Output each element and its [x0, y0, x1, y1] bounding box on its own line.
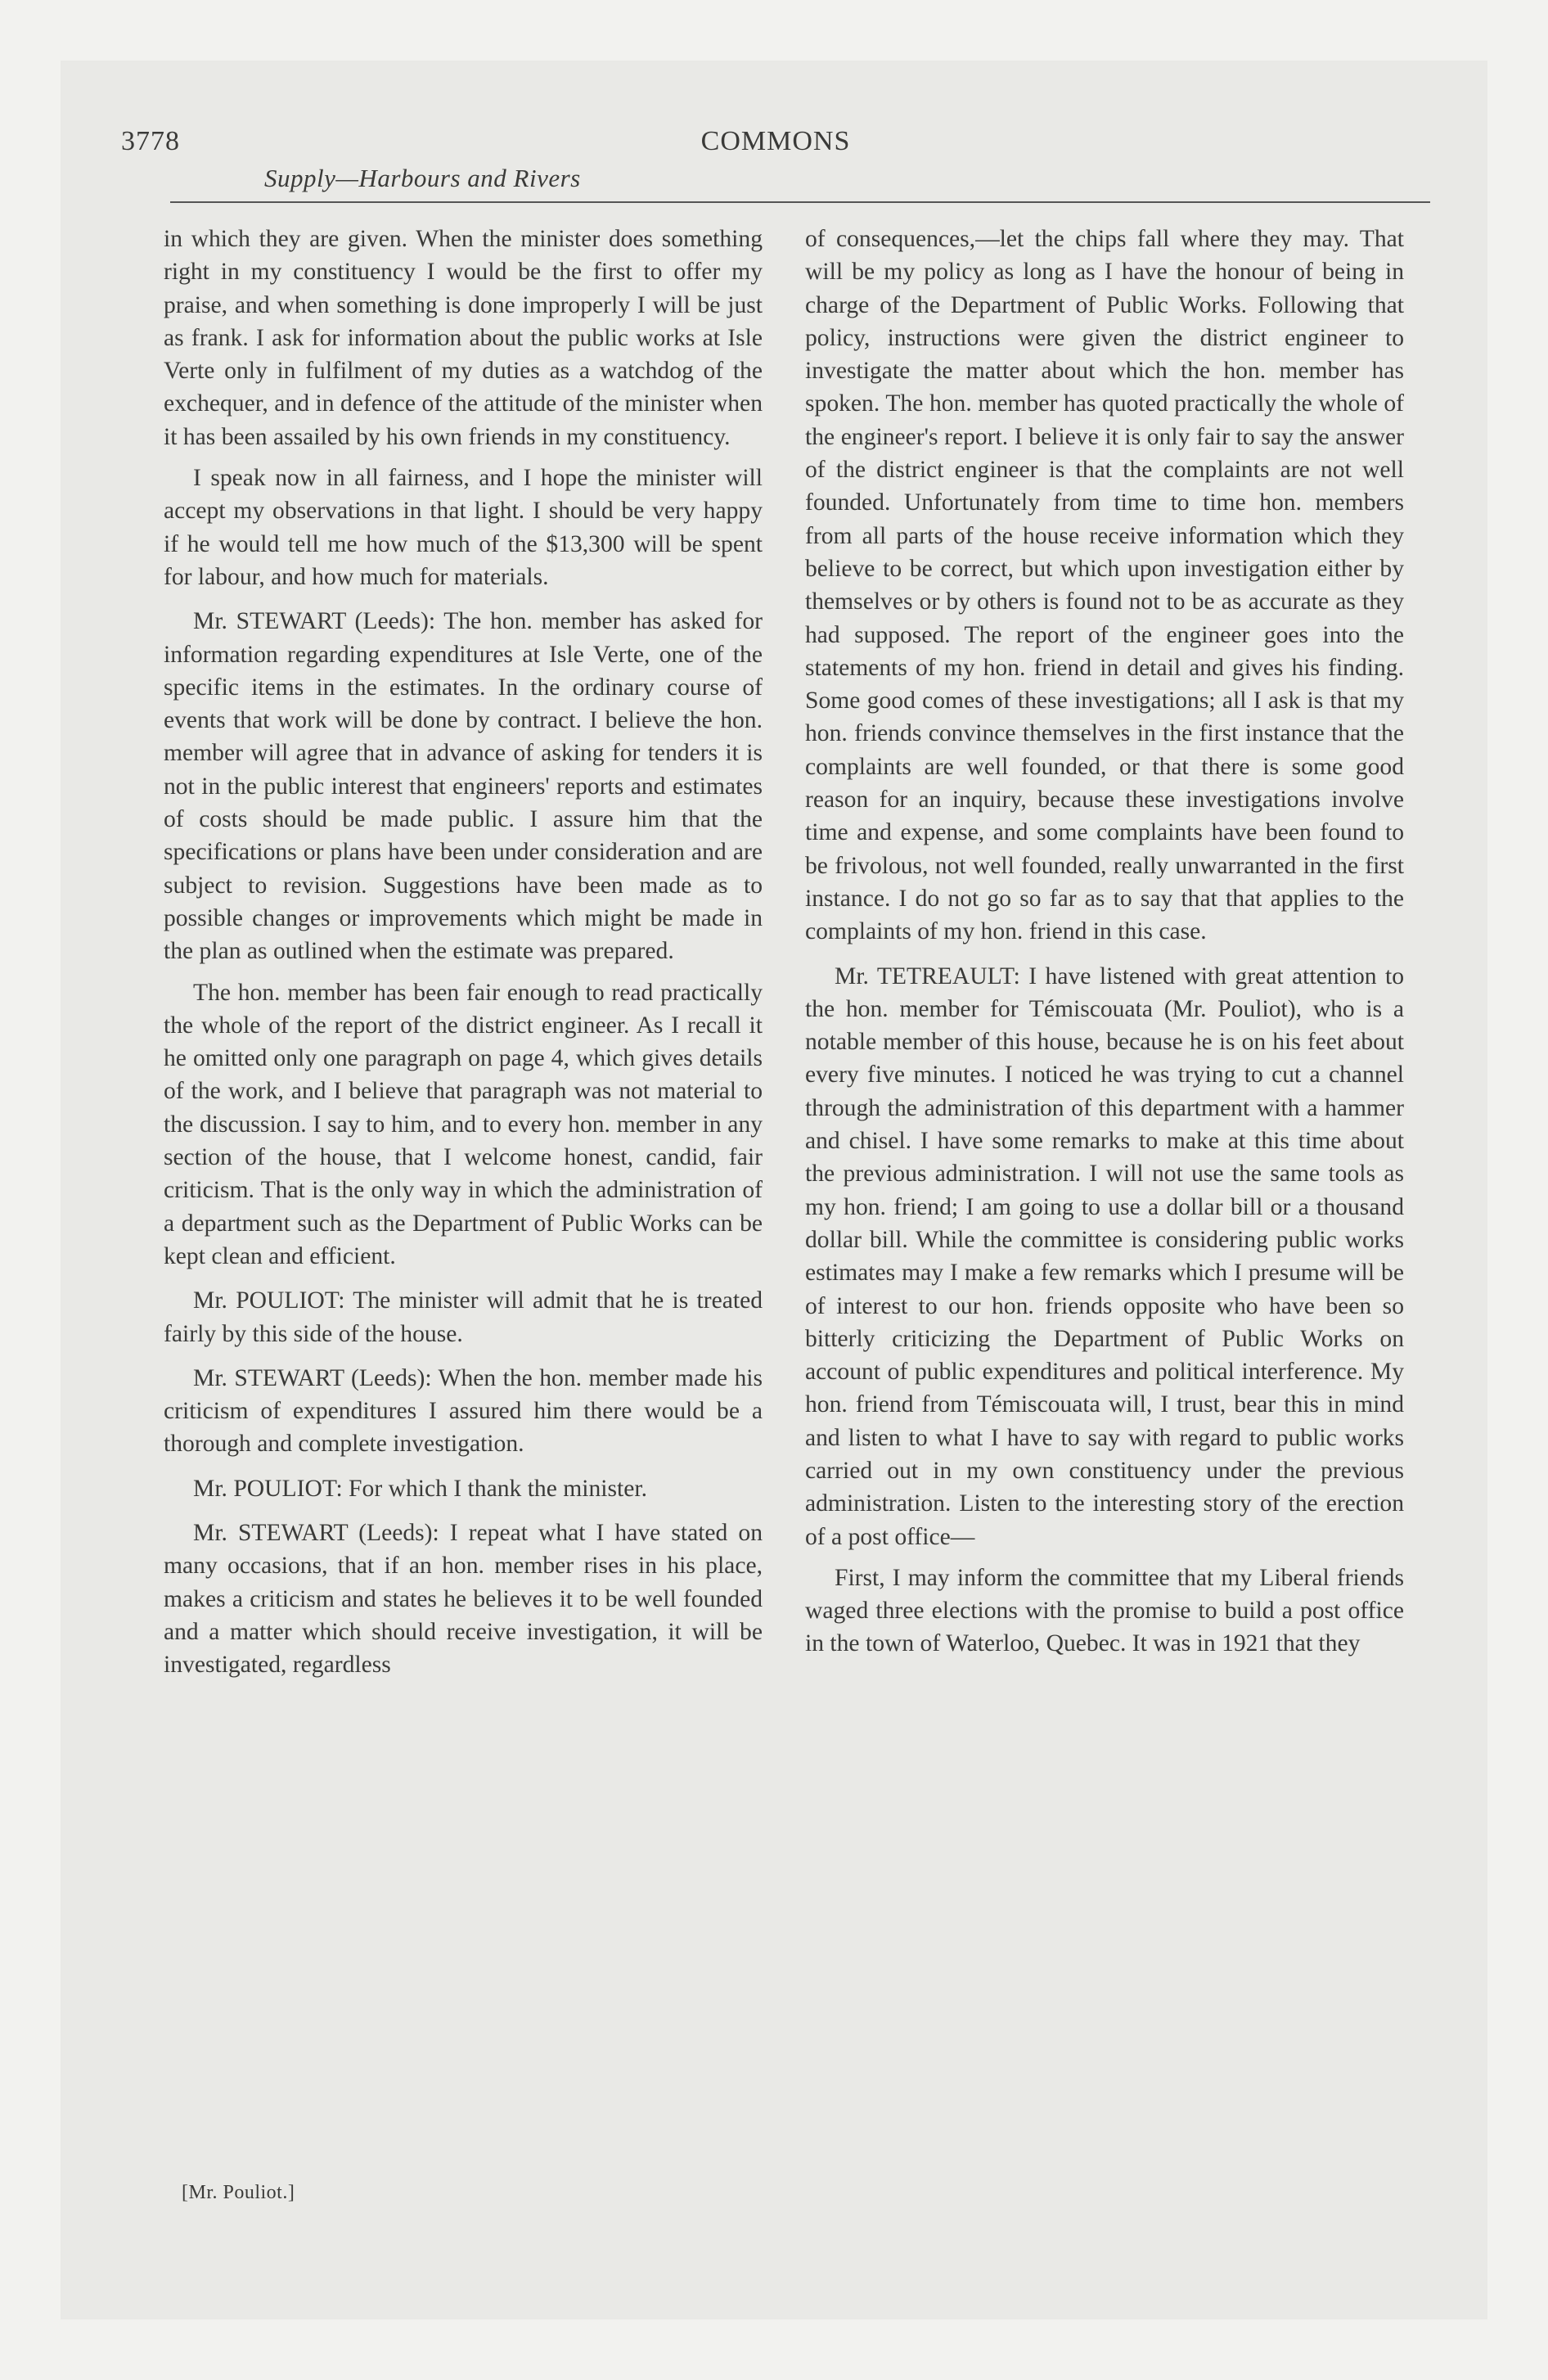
- left-column: [164, 223, 763, 1689]
- speaker-footnote: [Mr. Pouliot.]: [182, 2182, 295, 2203]
- page-number: 3778: [121, 126, 180, 156]
- paragraph: Mr. POULIOT: The minister will admit that he is treated fairly by this side of the house.: [164, 1287, 763, 1347]
- paragraph: of consequences,—let the chips fall where they may. That will be my policy as long as I have the honour of being in charge of the Department of Public Works. Following that policy, instructions were given the district engineer to investigate the matter about which the hon. member has spoken. The hon. member has quoted practically the whole of the engineer's report. I believe it is only fair to say the answer of the district engineer is that the complaints are not well founded. Unfortunately from time to time hon. members from all parts of the house receive information which they believe to be correct, but which upon investigation either by themselves or by others is found not to be as accurate as they had supposed. The report of the engineer goes into the statements of my hon. friend in detail and gives his finding. Some good comes of these investigations; all I ask is that my hon. friends convince themselves in the first instance that the complaints are well founded, or that there is some good reason for an inquiry, because these investigations involve time and expense, and some complaints have been found to be frivolous, not well founded, really unwarranted in the first instance. I do not go so far as to say that that applies to the complaints of my hon. friend in this case.: [805, 226, 1404, 945]
- paragraph: The hon. member has been fair enough to read practically the whole of the report of the district engineer. As I recall it he omitted only one paragraph on page 4, which gives details of the work, and I believe that paragraph was not material to the discussion. I say to him, and to every hon. member in any section of the house, that I welcome honest, candid, fair criticism. That is the only way in which the administration of a department such as the Department of Public Works can be kept clean and efficient.: [164, 979, 763, 1269]
- paragraph: Mr. POULIOT: For which I thank the minister.: [193, 1475, 647, 1502]
- paragraph: First, I may inform the committee that my Liberal friends waged three elections with the promise to build a post office in the town of Waterloo, Quebec. It was in 1921 that they: [805, 1564, 1404, 1657]
- header-rule: [170, 201, 1430, 203]
- paragraph: in which they are given. When the minister does something right in my constituency I would be the first to offer my praise, and when something is done improperly I will be just as frank. I ask for information about the public works at Isle Verte only in fulfilment of my duties as a watchdog of the exchequer, and in defence of the attitude of the minister when it has been assailed by his own friends in my constituency.: [164, 226, 763, 450]
- page-header: [121, 123, 1430, 213]
- journal-title: COMMONS: [700, 126, 851, 156]
- paragraph: Mr. STEWART (Leeds): I repeat what I have stated on many occasions, that if an hon. member rises in his place, makes a criticism and states he believes it to be well founded and a matter which should receive investigation, it will be investigated, regardless: [164, 1519, 763, 1679]
- running-subject: Supply—Harbours and Rivers: [264, 164, 581, 192]
- paragraph: Mr. STEWART (Leeds): The hon. member has asked for information regarding expenditures at Isle Verte, one of the specific items in the estimates. In the ordinary course of events that work will be done by contract. I believe the hon. member will agree that in advance of asking for tenders it is not in the public interest that engineers' reports and estimates of costs should be made public. I assure him that the specifications or plans have been under consideration and are subject to revision. Suggestions have been made as to possible changes or improvements which might be made in the plan as outlined when the estimate was prepared.: [164, 608, 763, 965]
- right-column: [805, 223, 1404, 1669]
- paragraph: Mr. STEWART (Leeds): When the hon. member made his criticism of expenditures I assured him there would be a thorough and complete investigation.: [164, 1364, 763, 1458]
- paragraph: I speak now in all fairness, and I hope the minister will accept my observations in that light. I should be very happy if he would tell me how much of the $13,300 will be spent for labour, and how much for materials.: [164, 465, 763, 590]
- paragraph: Mr. TETREAULT: I have listened with great attention to the hon. member for Témiscouata (Mr. Pouliot), who is a notable member of this house, because he is on his feet about every five minutes. I noticed he was trying to cut a channel through the administration of this department with a hammer and chisel. I have some remarks to make at this time about the previous administration. I will not use the same tools as my hon. friend; I am going to use a dollar bill or a thousand dollar bill. While the committee is considering public works estimates may I make a few remarks which I presume will be of interest to our hon. friends opposite who have been so bitterly criticizing the Department of Public Works on account of public expenditures and political interference. My hon. friend from Témiscouata will, I trust, bear this in mind and listen to what I have to say with regard to public works carried out in my own constituency under the previous administration. Listen to the interesting story of the erection of a post office—: [805, 962, 1404, 1550]
